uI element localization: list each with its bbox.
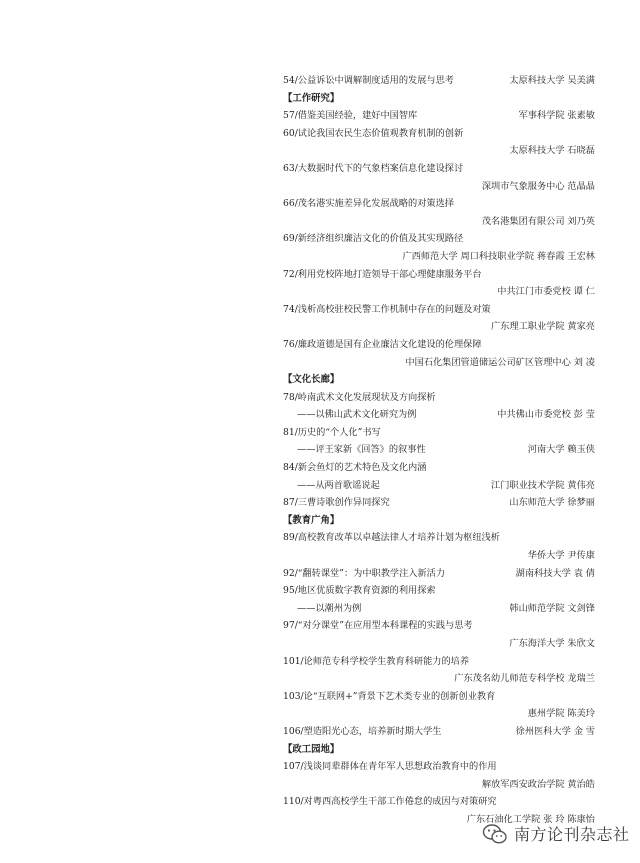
article-author: 解放军西安政治学院 黄治皓 [481, 778, 595, 790]
page-number: 57/ [283, 110, 298, 122]
toc-entry-text [283, 688, 495, 706]
toc-entry [283, 617, 595, 635]
article-author: 广东理工职业学院 黄家亮 [491, 321, 595, 333]
toc-entry-text [283, 758, 497, 776]
article-title: ——以潮州为例 [297, 602, 362, 614]
page-number: 106/ [283, 725, 304, 737]
toc-entry-text [283, 565, 445, 583]
toc-author-line [283, 670, 595, 688]
toc-entry-text [283, 617, 473, 635]
toc-entry-text [283, 336, 482, 354]
toc-entry [283, 582, 595, 600]
toc-entry [283, 758, 595, 776]
page-number: 97/ [283, 620, 298, 632]
toc-author-line [283, 547, 595, 565]
toc-entry [283, 160, 595, 178]
toc-entry [283, 125, 595, 143]
article-title: 地区优质数字教育资源的利用探索 [297, 585, 436, 597]
toc-entry [283, 494, 595, 512]
article-author: 广东茂名幼儿师范专科学校 龙瑞兰 [454, 673, 595, 685]
toc-entry [283, 107, 595, 125]
toc-author-line [283, 142, 595, 160]
toc-entry-text [283, 266, 482, 284]
page-number: 101/ [283, 655, 304, 667]
article-author: 江门职业技术学院 黄伟亮 [491, 479, 595, 491]
article-author: 湖南科技大学 袁 倩 [515, 567, 595, 579]
article-title: 论师范专科学校学生教育科研能力的培养 [303, 655, 470, 667]
toc-subtitle [297, 441, 426, 459]
page-number: 74/ [283, 303, 298, 315]
article-author: 中共佛山市委党校 彭 莹 [497, 409, 595, 421]
toc-entry-text [283, 582, 436, 600]
article-title: “翻转课堂”：为中职教学注入新活力 [297, 567, 446, 579]
page-number: 63/ [283, 162, 298, 174]
article-title: 利用党校阵地打造领导干部心理健康服务平台 [297, 268, 482, 280]
toc-subtitle [297, 600, 361, 618]
toc-entry [283, 653, 595, 671]
toc-entry [283, 230, 595, 248]
page-number: 87/ [283, 497, 298, 509]
page-number: 60/ [283, 127, 298, 139]
article-title: “对分课堂”在应用型本科课程的实践与思考 [297, 620, 473, 632]
page-number: 81/ [283, 426, 298, 438]
article-author: 太原科技大学 石晓磊 [509, 145, 595, 157]
article-title: 新会鱼灯的艺术特色及文化内涵 [297, 462, 427, 474]
toc-entry [283, 301, 595, 319]
toc-entry [283, 565, 595, 583]
article-title: 塑造阳光心态，培养新时期大学生 [303, 725, 442, 737]
article-author: 山东师范大学 徐梦丽 [509, 497, 595, 509]
article-title: 公益诉讼中调解制度适用的发展与思考 [297, 75, 454, 86]
wechat-icon [482, 823, 508, 845]
toc-author-line [283, 635, 595, 653]
article-title: 三曹诗歌创作异同探究 [297, 497, 390, 509]
page-number: 110/ [283, 796, 304, 808]
toc-entry-text [283, 653, 469, 671]
article-author: 广东石油化工学院 张 玲 陈康怡 [466, 813, 595, 825]
article-title: 大数据时代下的气象档案信息化建设探讨 [297, 162, 464, 174]
toc-author-line [283, 776, 595, 794]
article-author: 军事科学院 张素敏 [518, 110, 595, 122]
article-author: 华侨大学 尹传康 [527, 550, 595, 562]
article-title: 借鉴美国经验，建好中国智库 [297, 110, 418, 122]
article-title: ——以佛山武术文化研究为例 [297, 409, 417, 421]
toc-author-line [283, 213, 595, 231]
toc-entry-text [283, 160, 463, 178]
article-author: 广西师范大学 周口科技职业学院 蒋春霞 王宏林 [402, 250, 595, 262]
toc-entry [283, 688, 595, 706]
watermark [482, 822, 630, 845]
article-title: 对粤西高校学生干部工作倦怠的成因与对策研究 [303, 796, 497, 808]
toc-entry [283, 72, 595, 90]
article-title: 廉政道德是国有企业廉洁文化建设的伦理保障 [297, 338, 482, 350]
toc-entry-text [283, 723, 441, 741]
page-number: 69/ [283, 233, 298, 245]
page-number: 78/ [283, 391, 298, 403]
toc-author-line [283, 354, 595, 372]
toc-entry [283, 459, 595, 477]
toc-entry-text [283, 459, 426, 477]
page-number: 84/ [283, 462, 298, 474]
toc-entry [283, 389, 595, 407]
toc-subtitle [297, 477, 380, 495]
toc-entry [283, 529, 595, 547]
page-number: 103/ [283, 690, 304, 702]
toc-author-line [283, 318, 595, 336]
toc-author-line [283, 283, 595, 301]
article-author: 太原科技大学 吴美满 [509, 75, 595, 86]
toc-subtitle-line [283, 600, 595, 618]
toc-subtitle [297, 406, 416, 424]
article-author: 河南大学 赖玉侠 [527, 444, 595, 456]
article-title: 高校教育改革以卓越法律人才培养计划为枢纽浅析 [297, 532, 500, 544]
toc-entry [283, 336, 595, 354]
page-number: 107/ [283, 761, 304, 773]
article-author: 广东海洋大学 朱欣文 [509, 638, 595, 649]
section-heading: 【工作研究】 [283, 92, 340, 104]
toc-entry-text [283, 107, 417, 125]
article-title: 历史的“个人化”书写 [297, 426, 381, 438]
article-title: 茂名港实施差异化发展战略的对策选择 [297, 198, 454, 210]
article-title: 新经济组织廉洁文化的价值及其实现路径 [297, 233, 464, 245]
page-number: 66/ [283, 198, 298, 210]
page-number: 89/ [283, 532, 298, 544]
toc-entry-text [283, 230, 463, 248]
article-author: 茂名港集团有限公司 刘乃英 [481, 215, 595, 227]
toc-entry-text [283, 195, 454, 213]
article-title: 试论我国农民生态价值观教育机制的创新 [297, 127, 464, 139]
page-number: 72/ [283, 268, 298, 280]
toc-entry [283, 266, 595, 284]
toc-entry-text [283, 72, 454, 90]
page-number: 54/ [283, 75, 298, 86]
toc-entry [283, 424, 595, 442]
toc-entry-text [283, 529, 500, 547]
toc-subtitle-line [283, 441, 595, 459]
watermark-text: 南方论刊杂志社 [514, 825, 630, 844]
toc-author-line [283, 248, 595, 266]
toc-author-line [283, 705, 595, 723]
toc-entry [283, 723, 595, 741]
section-heading: 【教育广角】 [283, 514, 340, 526]
toc-entry-text [283, 125, 463, 143]
article-author: 中共江门市委党校 谭 仁 [497, 286, 595, 298]
section-heading: 【政工园地】 [283, 743, 340, 755]
article-title: 岭南武术文化发展现状及方向探析 [297, 391, 436, 403]
article-title: ——评王家新《回答》的叙事性 [297, 444, 426, 456]
toc-entry [283, 195, 595, 213]
toc-subtitle-line [283, 477, 595, 495]
toc-entry [283, 793, 595, 811]
article-title: 浅谈同辈群体在青年军人思想政治教育中的作用 [303, 761, 497, 773]
table-of-contents [283, 72, 595, 829]
section-heading: 【文化长廊】 [283, 374, 340, 386]
toc-subtitle-line [283, 406, 595, 424]
page-number: 95/ [283, 585, 298, 597]
article-author: 惠州学院 陈美玲 [527, 708, 595, 720]
article-author: 徐州医科大学 金 雪 [515, 725, 595, 737]
page-number: 92/ [283, 567, 298, 579]
article-title: ——从两首歌谣说起 [297, 479, 380, 491]
page-number: 76/ [283, 338, 298, 350]
toc-entry-text [283, 424, 381, 442]
toc-entry-text [283, 793, 497, 811]
toc-entry-text [283, 301, 491, 319]
article-title: 浅析高校驻校民警工作机制中存在的问题及对策 [297, 303, 491, 315]
article-title: 论“互联网+”背景下艺术类专业的创新创业教育 [303, 690, 496, 702]
article-author: 深圳市气象服务中心 范晶晶 [481, 180, 595, 192]
article-author: 韩山师范学院 文剑锋 [509, 602, 595, 614]
toc-entry-text [283, 494, 390, 512]
toc-entry-text [283, 389, 436, 407]
article-author: 中国石化集团管道储运公司矿区管理中心 刘 凌 [405, 356, 595, 368]
toc-author-line [283, 178, 595, 196]
